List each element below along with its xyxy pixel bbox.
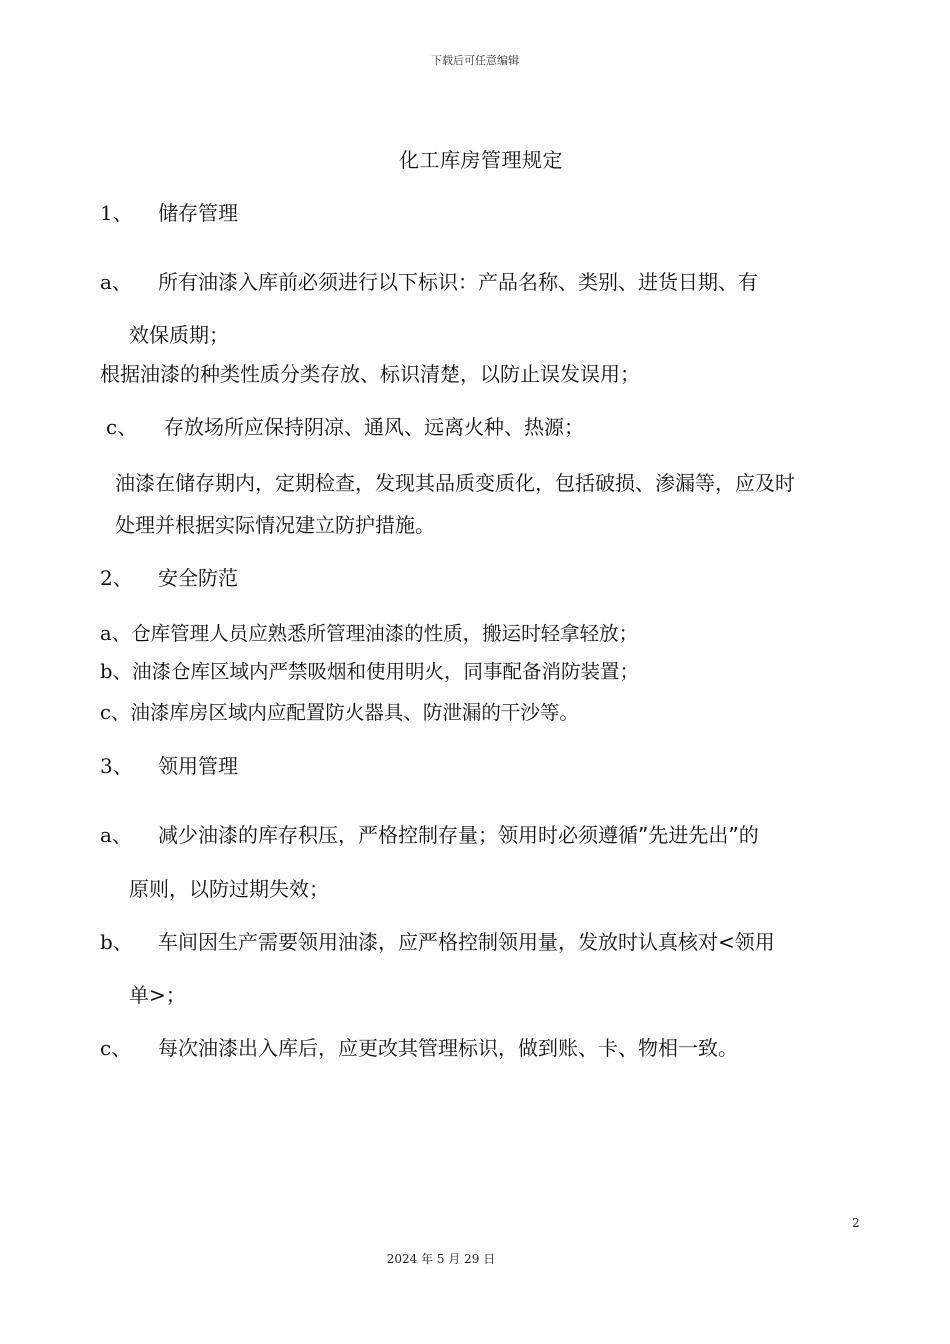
list-item (100, 1032, 738, 1061)
item-marker: c、 (106, 415, 138, 439)
item-text: 每次油漆出入库后，应更改其管理标识，做到账、卡、物相一致。 (158, 1036, 738, 1060)
list-item (100, 926, 775, 955)
list-item (106, 411, 584, 440)
section-heading-3 (100, 750, 238, 779)
list-item-continuation: 处理并根据实际情况建立防护措施。 (115, 513, 435, 537)
item-text: 减少油漆的库存积压，严格控制存量；领用时必须遵循”先进先出”的 (158, 823, 759, 847)
item-marker: b、 (100, 660, 132, 683)
list-item (100, 819, 759, 848)
footer-date: 2024 年 5 月 29 日 (386, 1252, 496, 1266)
item-marker: b、 (100, 930, 133, 954)
section-title: 领用管理 (158, 754, 238, 778)
section-heading-2 (100, 562, 238, 591)
list-item (100, 618, 638, 646)
section-number: 3、 (100, 754, 133, 778)
item-marker: c、 (100, 701, 131, 724)
item-text: 油漆库房区域内应配置防火器具、防泄漏的干沙等。 (130, 701, 579, 724)
list-item-continuation: 效保质期； (129, 323, 229, 347)
list-item (100, 266, 758, 295)
list-item: 油漆在储存期内，定期检查，发现其品质变质化，包括破损、渗漏等，应及时 (115, 471, 795, 495)
document-title: 化工库房管理规定 (399, 148, 563, 172)
item-text: 仓库管理人员应熟悉所管理油漆的性质，搬运时轻拿轻放； (131, 622, 639, 645)
page-number: 2 (852, 1216, 860, 1230)
section-number: 1、 (100, 201, 133, 225)
list-item-continuation: 原则，以防过期失效； (129, 877, 329, 901)
item-text: 所有油漆入库前必须进行以下标识：产品名称、类别、进货日期、有 (158, 270, 758, 294)
header-note: 下载后可任意编辑 (431, 54, 519, 67)
list-item (100, 656, 639, 684)
section-title: 安全防范 (158, 566, 238, 590)
list-item: 根据油漆的种类性质分类存放、标识清楚，以防止误发误用； (100, 362, 640, 386)
section-title: 储存管理 (158, 201, 238, 225)
list-item (100, 697, 579, 725)
item-text: 油漆仓库区域内严禁吸烟和使用明火，同事配备消防装置； (131, 660, 639, 683)
list-item-continuation: 单>； (129, 983, 186, 1007)
item-marker: a、 (100, 622, 132, 645)
item-marker: a、 (100, 823, 132, 847)
item-text: 车间因生产需要领用油漆，应严格控制领用量，发放时认真核对<领用 (158, 930, 775, 954)
item-text: 存放场所应保持阴凉、通风、远离火种、热源； (164, 415, 584, 439)
item-marker: c、 (100, 1036, 132, 1060)
section-heading-1 (100, 197, 238, 226)
section-number: 2、 (100, 566, 133, 590)
item-marker: a、 (100, 270, 132, 294)
